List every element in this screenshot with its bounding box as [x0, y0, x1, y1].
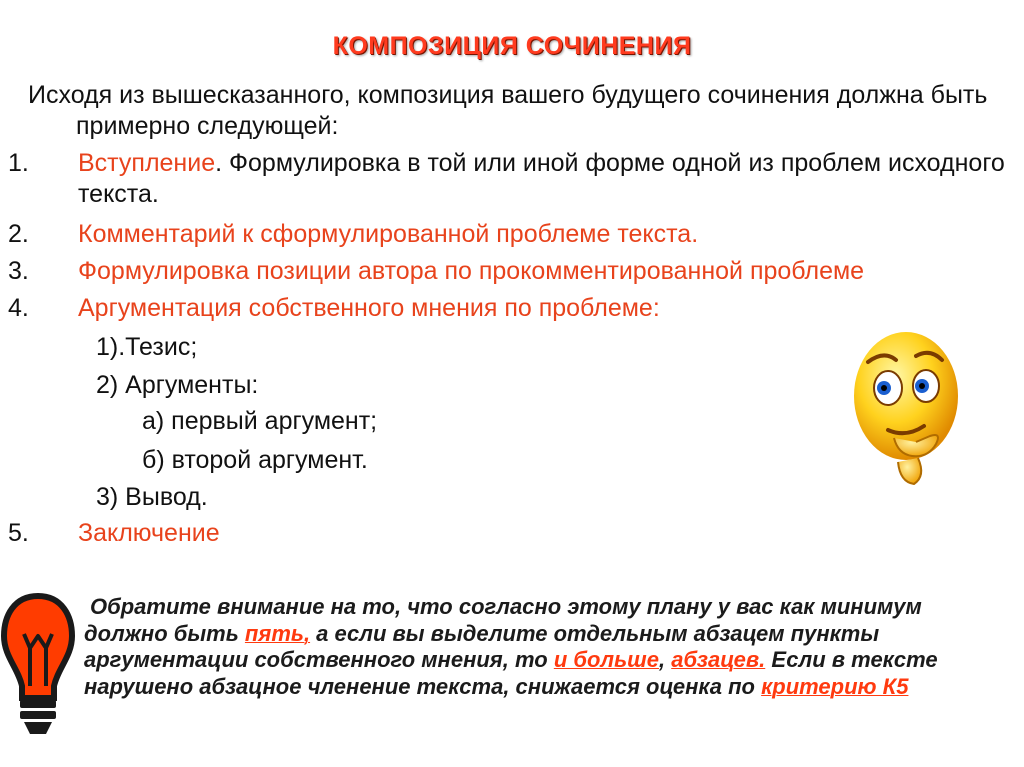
- sub-item-thesis: 1).Тезис;: [96, 333, 198, 361]
- sub-item-second-argument: б) второй аргумент.: [142, 446, 368, 474]
- list-item-number: 5.: [8, 519, 29, 547]
- page-title: КОМПОЗИЦИЯ СОЧИНЕНИЯ: [332, 32, 692, 60]
- list-item-number: 4.: [8, 294, 29, 322]
- note-paragraph: [84, 594, 1004, 700]
- sub-item-first-argument: а) первый аргумент;: [142, 407, 378, 435]
- note-highlight-criterion: критерию К5: [761, 673, 909, 699]
- note-highlight-more: и больше: [553, 647, 659, 672]
- note-highlight-five: пять,: [244, 620, 311, 646]
- note-highlight-paragraphs: абзацев.: [671, 647, 766, 672]
- list-item-text: . Формулировка в той или иной форме одной из проблем исходного текста.: [78, 149, 1005, 208]
- note-text: Если в тексте нарушено абзацное членение текста, снижается оценка по: [84, 647, 938, 699]
- light-bulb-icon: [0, 590, 76, 740]
- intro-paragraph: Исходя из вышесказанного, композиция вашего будущего сочинения должна быть примерно следующей:: [28, 81, 988, 140]
- list-item-number: 3.: [8, 257, 29, 285]
- list-item-highlight: Вступление: [78, 149, 216, 177]
- note-text: ,: [658, 647, 672, 672]
- list-item-highlight: Комментарий к сформулированной проблеме текста.: [78, 220, 699, 248]
- list-item-number: 2.: [8, 220, 29, 248]
- list-item-highlight: Заключение: [78, 519, 220, 547]
- list-item-highlight: Формулировка позиции автора по прокомментированной проблеме: [78, 257, 865, 285]
- list-item-number: 1.: [8, 149, 29, 177]
- sub-item-arguments: 2) Аргументы:: [96, 371, 259, 399]
- thinking-smiley-icon: [846, 326, 966, 496]
- note-text: а если вы выделите отдельным абзацем пункты аргументации собственного мнения, то: [84, 620, 880, 672]
- note-text: Обратите внимание на то, что согласно этому плану у вас как минимум должно быть: [84, 594, 922, 646]
- list-item-highlight: Аргументация собственного мнения по проблеме:: [78, 294, 660, 322]
- sub-item-conclusion: 3) Вывод.: [96, 483, 208, 511]
- list-item-body: [30, 148, 1010, 210]
